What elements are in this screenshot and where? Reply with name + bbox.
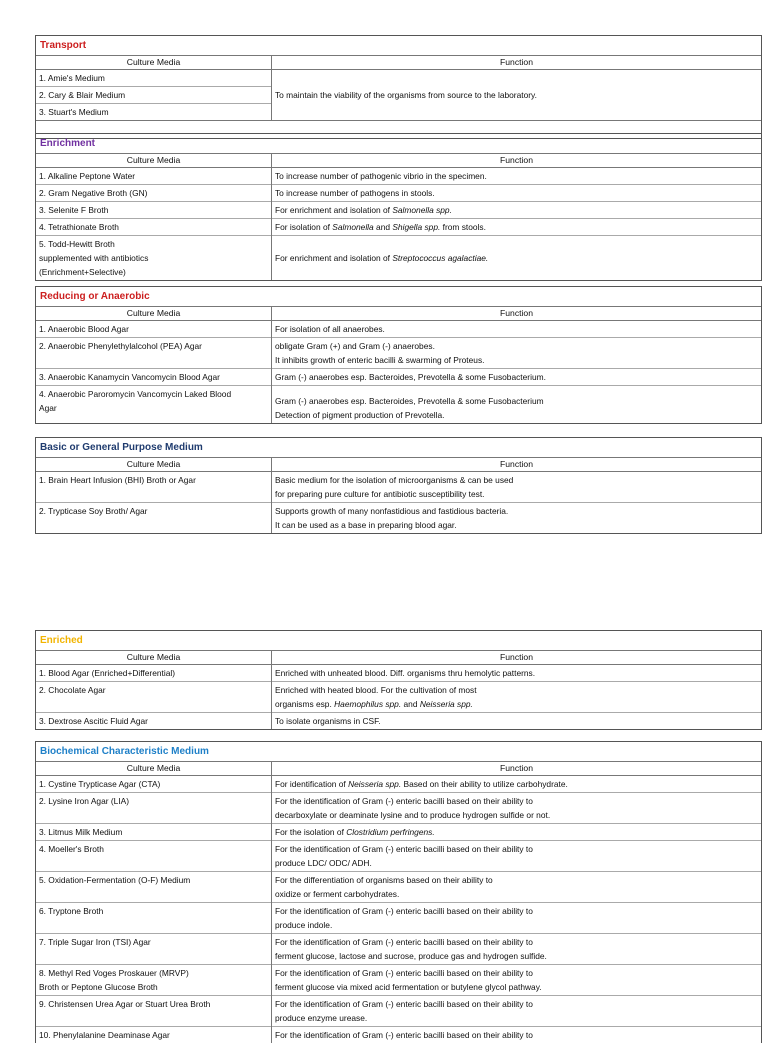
col-header-media: Culture Media	[36, 762, 272, 776]
col-header-media: Culture Media	[36, 458, 272, 472]
enrichment-section	[35, 133, 762, 281]
table-row: 10. Phenylalanine Deaminase Agar For the identification of Gram (-) enteric bacilli based on their ability to	[36, 1027, 761, 1043]
table-row: 7. Triple Sugar Iron (TSI) Agar For the identification of Gram (-) enteric bacilli based on their ability to ferment glucose, lactose and sucrose, produce gas and hydrogen sulfide.	[36, 934, 761, 965]
col-header-function: Function	[272, 762, 762, 776]
table-row: 9. Christensen Urea Agar or Stuart Urea Broth For the identification of Gram (-) enteric bacilli based on their ability to produce enzyme urease.	[36, 996, 761, 1027]
col-header-function: Function	[272, 154, 762, 168]
table-row: 2. Trypticase Soy Broth/ Agar Supports growth of many nonfastidious and fastidious bacteria. It can be used as a base in preparing blood agar.	[36, 503, 761, 534]
table-row: 5. Todd-Hewitt Broth supplemented with antibiotics (Enrichment+Selective) For enrichment and isolation of Streptococcus agalactiae.	[36, 236, 761, 281]
table-row: 4. Anaerobic Paroromycin Vancomycin Laked Blood Agar Gram (-) anaerobes esp. Bacteroides, Prevotella & some Fusobacterium Detection of pigment production of Prevotella.	[36, 386, 761, 424]
basic-table	[36, 458, 761, 533]
table-row: 8. Methyl Red Voges Proskauer (MRVP) Broth or Peptone Glucose Broth For the identification of Gram (-) enteric bacilli based on their ability to ferment glucose via mixed acid fermentation or butylene glycol pathway.	[36, 965, 761, 996]
transport-section	[35, 35, 762, 139]
col-header-function: Function	[272, 56, 762, 70]
table-row: 1. Anaerobic Blood Agar For isolation of all anaerobes.	[36, 321, 761, 338]
col-header-function: Function	[272, 307, 762, 321]
section-title: Biochemical Characteristic Medium	[36, 742, 761, 762]
col-header-media: Culture Media	[36, 651, 272, 665]
table-row: 2. Gram Negative Broth (GN) To increase number of pathogens in stools.	[36, 185, 761, 202]
table-row: 3. Stuart's Medium	[36, 104, 761, 121]
table-row: 2. Cary & Blair Medium	[36, 87, 761, 104]
col-header-media: Culture Media	[36, 154, 272, 168]
table-row: 2. Chocolate Agar Enriched with heated blood. For the cultivation of most organisms esp. Haemophilus spp. and Neisseria spp.	[36, 682, 761, 713]
biochem-table	[36, 762, 761, 1043]
transport-function: To maintain the viability of the organisms from source to the laboratory.	[272, 70, 762, 121]
table-row: 3. Selenite F Broth For enrichment and isolation of Salmonella spp.	[36, 202, 761, 219]
table-row: 5. Oxidation-Fermentation (O-F) Medium For the differentiation of organisms based on their ability to oxidize or ferment carbohydrates.	[36, 872, 761, 903]
basic-section	[35, 437, 762, 534]
section-title: Transport	[36, 36, 761, 56]
enriched-section	[35, 630, 762, 730]
table-row: 3. Litmus Milk Medium For the isolation of Clostridium perfringens.	[36, 824, 761, 841]
enriched-table	[36, 651, 761, 729]
section-title: Basic or General Purpose Medium	[36, 438, 761, 458]
table-row: 1. Brain Heart Infusion (BHI) Broth or Agar Basic medium for the isolation of microorganisms & can be used for preparing pure culture for antibiotic susceptibility test.	[36, 472, 761, 503]
enrichment-table	[36, 154, 761, 280]
col-header-function: Function	[272, 651, 762, 665]
table-row: 2. Lysine Iron Agar (LIA) For the identification of Gram (-) enteric bacilli based on their ability to decarboxylate or deaminate lysine and to produce hydrogen sulfide or not.	[36, 793, 761, 824]
section-title: Enrichment	[36, 134, 761, 154]
table-row: 1. Cystine Trypticase Agar (CTA) For identification of Neisseria spp. Based on their ability to utilize carbohydrate.	[36, 776, 761, 793]
section-title: Enriched	[36, 631, 761, 651]
col-header-media: Culture Media	[36, 56, 272, 70]
table-row: 4. Moeller's Broth For the identification of Gram (-) enteric bacilli based on their ability to produce LDC/ ODC/ ADH.	[36, 841, 761, 872]
transport-table	[36, 56, 761, 120]
biochem-section	[35, 741, 762, 1043]
table-row: 1. Alkaline Peptone Water To increase number of pathogenic vibrio in the specimen.	[36, 168, 761, 185]
reducing-table	[36, 307, 761, 423]
table-row: 3. Dextrose Ascitic Fluid Agar To isolate organisms in CSF.	[36, 713, 761, 730]
table-row: 4. Tetrathionate Broth For isolation of Salmonella and Shigella spp. from stools.	[36, 219, 761, 236]
table-row: 1. Blood Agar (Enriched+Differential) Enriched with unheated blood. Diff. organisms thru hemolytic patterns.	[36, 665, 761, 682]
table-row: 3. Anaerobic Kanamycin Vancomycin Blood Agar Gram (-) anaerobes esp. Bacteroides, Prevotella & some Fusobacterium.	[36, 369, 761, 386]
col-header-media: Culture Media	[36, 307, 272, 321]
section-title: Reducing or Anaerobic	[36, 287, 761, 307]
col-header-function: Function	[272, 458, 762, 472]
table-row: 6. Tryptone Broth For the identification of Gram (-) enteric bacilli based on their ability to produce indole.	[36, 903, 761, 934]
reducing-section	[35, 286, 762, 424]
table-row: 1. Amie's Medium To maintain the viability of the organisms from source to the laboratory.	[36, 70, 761, 87]
table-row: 2. Anaerobic Phenylethylalcohol (PEA) Agar obligate Gram (+) and Gram (-) anaerobes. It inhibits growth of enteric bacilli & swarming of Proteus.	[36, 338, 761, 369]
